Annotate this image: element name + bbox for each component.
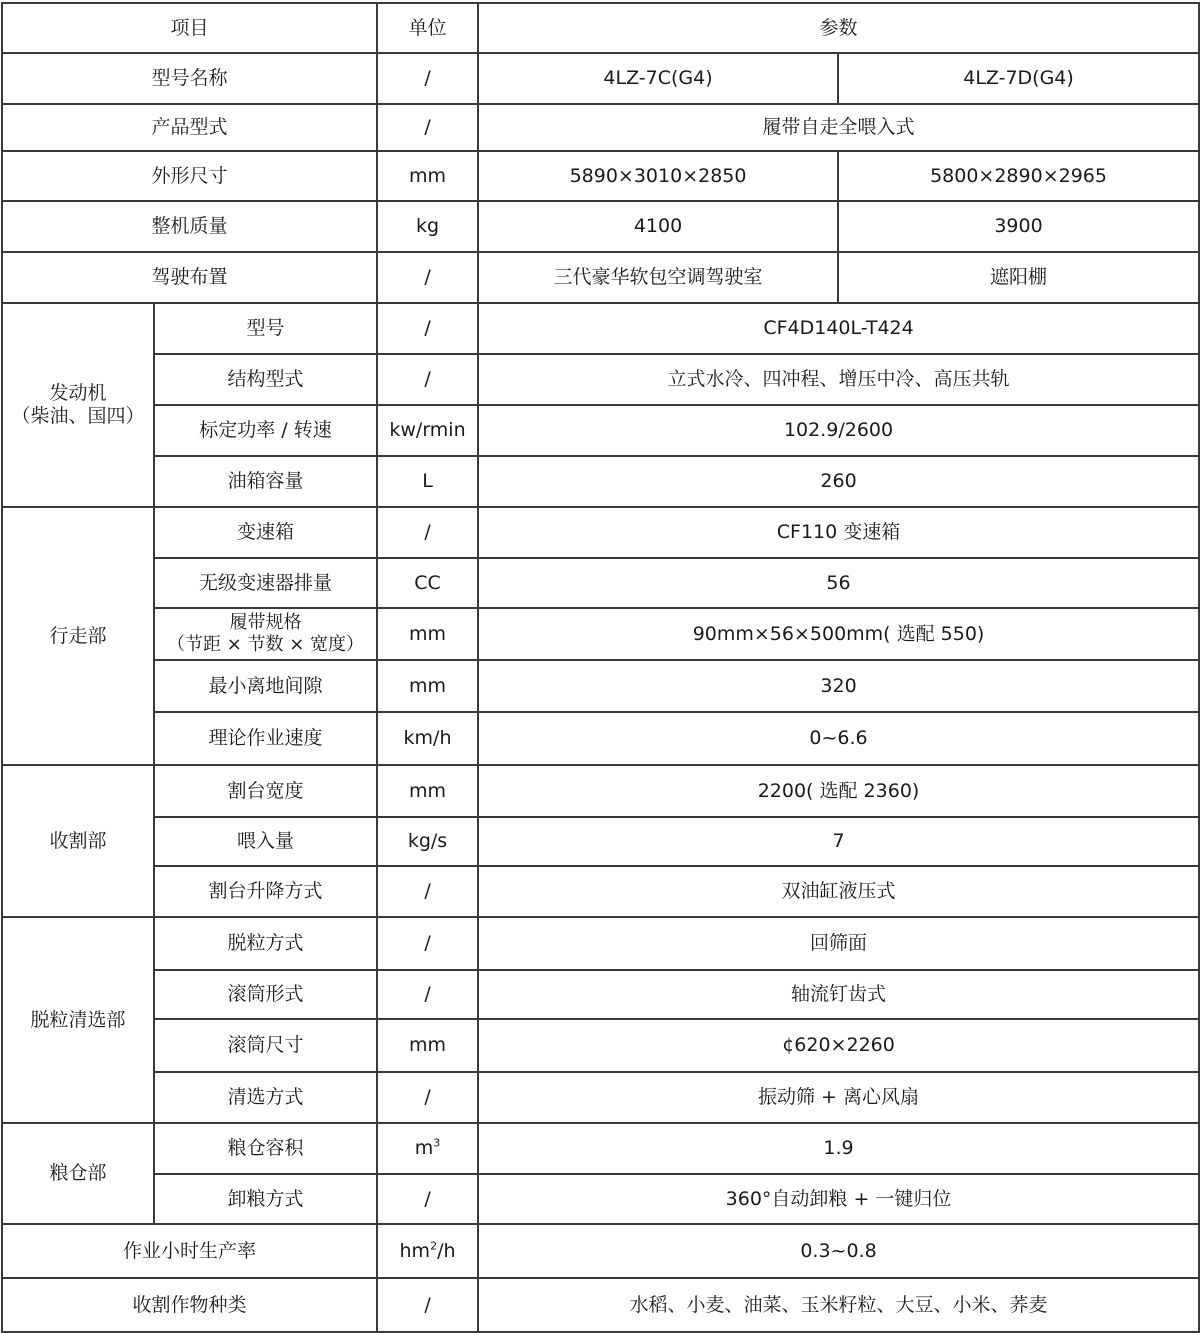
table-row xyxy=(2,53,1199,104)
table-row xyxy=(2,712,1199,765)
row-value: 立式水冷、四冲程、增压中冷、高压共轨 xyxy=(478,354,1199,405)
row-value: 56 xyxy=(478,558,1199,608)
table-row xyxy=(2,1278,1199,1332)
row-unit: / xyxy=(377,1072,478,1123)
group-label-walking: 行走部 xyxy=(2,507,154,765)
row-value: 水稻、小麦、油菜、玉米籽粒、大豆、小米、荞麦 xyxy=(478,1278,1199,1332)
row-label xyxy=(154,608,377,660)
row-label: 油箱容量 xyxy=(154,456,377,507)
row-value: 4LZ-7D(G4) xyxy=(838,53,1199,104)
header-row xyxy=(2,3,1199,53)
row-unit: / xyxy=(377,354,478,405)
row-unit: / xyxy=(377,866,478,917)
row-value: 102.9/2600 xyxy=(478,405,1199,456)
row-unit: kg xyxy=(377,201,478,252)
table-row xyxy=(2,1123,1199,1174)
row-unit xyxy=(377,1123,478,1174)
group-label-harvest: 收割部 xyxy=(2,765,154,917)
row-value: 3900 xyxy=(838,201,1199,252)
row-unit: / xyxy=(377,970,478,1019)
table-row xyxy=(2,104,1199,151)
table-row xyxy=(2,970,1199,1019)
row-label: 割台升降方式 xyxy=(154,866,377,917)
group-label-threshing: 脱粒清选部 xyxy=(2,917,154,1123)
row-value: 320 xyxy=(478,660,1199,712)
row-unit: / xyxy=(377,1174,478,1224)
table-row xyxy=(2,817,1199,866)
group-label-line: （柴油、国四） xyxy=(11,405,145,427)
unit-superscript: 2 xyxy=(430,1239,438,1253)
row-unit xyxy=(377,1224,478,1278)
unit-base: hm xyxy=(399,1239,431,1262)
row-value: 4LZ-7C(G4) xyxy=(478,53,838,104)
row-label: 脱粒方式 xyxy=(154,917,377,970)
row-value: CF4D140L-T424 xyxy=(478,303,1199,354)
row-value: 90mm×56×500mm( 选配 550) xyxy=(478,608,1199,660)
table-row xyxy=(2,608,1199,660)
row-unit: / xyxy=(377,507,478,558)
row-unit: / xyxy=(377,917,478,970)
row-label: 理论作业速度 xyxy=(154,712,377,765)
row-unit: / xyxy=(377,252,478,303)
table-row xyxy=(2,1019,1199,1072)
unit-superscript: 3 xyxy=(433,1136,441,1150)
row-value: 5800×2890×2965 xyxy=(838,151,1199,201)
row-label: 标定功率 / 转速 xyxy=(154,405,377,456)
row-unit: mm xyxy=(377,1019,478,1072)
table-row xyxy=(2,917,1199,970)
row-value: 5890×3010×2850 xyxy=(478,151,838,201)
row-value: 4100 xyxy=(478,201,838,252)
row-value: 轴流钉齿式 xyxy=(478,970,1199,1019)
table-row xyxy=(2,1224,1199,1278)
table-row xyxy=(2,660,1199,712)
row-value: 三代豪华软包空调驾驶室 xyxy=(478,252,838,303)
row-value: 0.3~0.8 xyxy=(478,1224,1199,1278)
row-label-line: （节距 × 节数 × 宽度） xyxy=(166,634,365,655)
row-label: 型号名称 xyxy=(2,53,377,104)
table-row xyxy=(2,201,1199,252)
row-unit: mm xyxy=(377,660,478,712)
row-label: 滚筒形式 xyxy=(154,970,377,1019)
table-row xyxy=(2,303,1199,354)
row-value: 1.9 xyxy=(478,1123,1199,1174)
row-label: 型号 xyxy=(154,303,377,354)
table-row xyxy=(2,866,1199,917)
row-unit: mm xyxy=(377,608,478,660)
row-label: 收割作物种类 xyxy=(2,1278,377,1332)
row-value: 回筛面 xyxy=(478,917,1199,970)
row-label: 变速箱 xyxy=(154,507,377,558)
row-label: 驾驶布置 xyxy=(2,252,377,303)
table-row xyxy=(2,456,1199,507)
header-unit: 单位 xyxy=(377,3,478,53)
row-unit: L xyxy=(377,456,478,507)
table-row xyxy=(2,354,1199,405)
row-label: 粮仓容积 xyxy=(154,1123,377,1174)
row-label-line: 履带规格 xyxy=(229,612,302,634)
table-row xyxy=(2,558,1199,608)
row-label: 整机质量 xyxy=(2,201,377,252)
group-label-grain-tank: 粮仓部 xyxy=(2,1123,154,1224)
header-item: 项目 xyxy=(2,3,377,53)
table-row xyxy=(2,252,1199,303)
row-label: 结构型式 xyxy=(154,354,377,405)
row-label: 作业小时生产率 xyxy=(2,1224,377,1278)
header-param: 参数 xyxy=(478,3,1199,53)
table-row xyxy=(2,151,1199,201)
row-value: 履带自走全喂入式 xyxy=(478,104,1199,151)
group-label-line: 发动机 xyxy=(49,382,107,405)
row-value: 7 xyxy=(478,817,1199,866)
group-label-engine xyxy=(2,303,154,507)
row-label: 最小离地间隙 xyxy=(154,660,377,712)
row-unit: km/h xyxy=(377,712,478,765)
table-row xyxy=(2,1072,1199,1123)
row-label: 无级变速器排量 xyxy=(154,558,377,608)
table-row xyxy=(2,405,1199,456)
row-value: ¢620×2260 xyxy=(478,1019,1199,1072)
table-row xyxy=(2,765,1199,817)
row-label: 割台宽度 xyxy=(154,765,377,817)
row-value: 360°自动卸粮 + 一键归位 xyxy=(478,1174,1199,1224)
row-unit: mm xyxy=(377,151,478,201)
row-unit: CC xyxy=(377,558,478,608)
row-value: 双油缸液压式 xyxy=(478,866,1199,917)
row-value: 260 xyxy=(478,456,1199,507)
row-value: 振动筛 + 离心风扇 xyxy=(478,1072,1199,1123)
row-unit: / xyxy=(377,53,478,104)
row-value: 0~6.6 xyxy=(478,712,1199,765)
row-value: 遮阳棚 xyxy=(838,252,1199,303)
unit-tail: /h xyxy=(437,1239,456,1262)
row-unit: mm xyxy=(377,765,478,817)
spec-table xyxy=(1,2,1200,1333)
row-unit: / xyxy=(377,303,478,354)
row-label: 清选方式 xyxy=(154,1072,377,1123)
row-unit: / xyxy=(377,1278,478,1332)
table-row xyxy=(2,1174,1199,1224)
row-label: 产品型式 xyxy=(2,104,377,151)
row-label: 滚筒尺寸 xyxy=(154,1019,377,1072)
unit-base: m xyxy=(414,1137,434,1160)
row-label: 卸粮方式 xyxy=(154,1174,377,1224)
row-unit: kw/rmin xyxy=(377,405,478,456)
row-unit: kg/s xyxy=(377,817,478,866)
row-label: 外形尺寸 xyxy=(2,151,377,201)
row-label: 喂入量 xyxy=(154,817,377,866)
row-unit: / xyxy=(377,104,478,151)
row-value: CF110 变速箱 xyxy=(478,507,1199,558)
row-value: 2200( 选配 2360) xyxy=(478,765,1199,817)
table-row xyxy=(2,507,1199,558)
